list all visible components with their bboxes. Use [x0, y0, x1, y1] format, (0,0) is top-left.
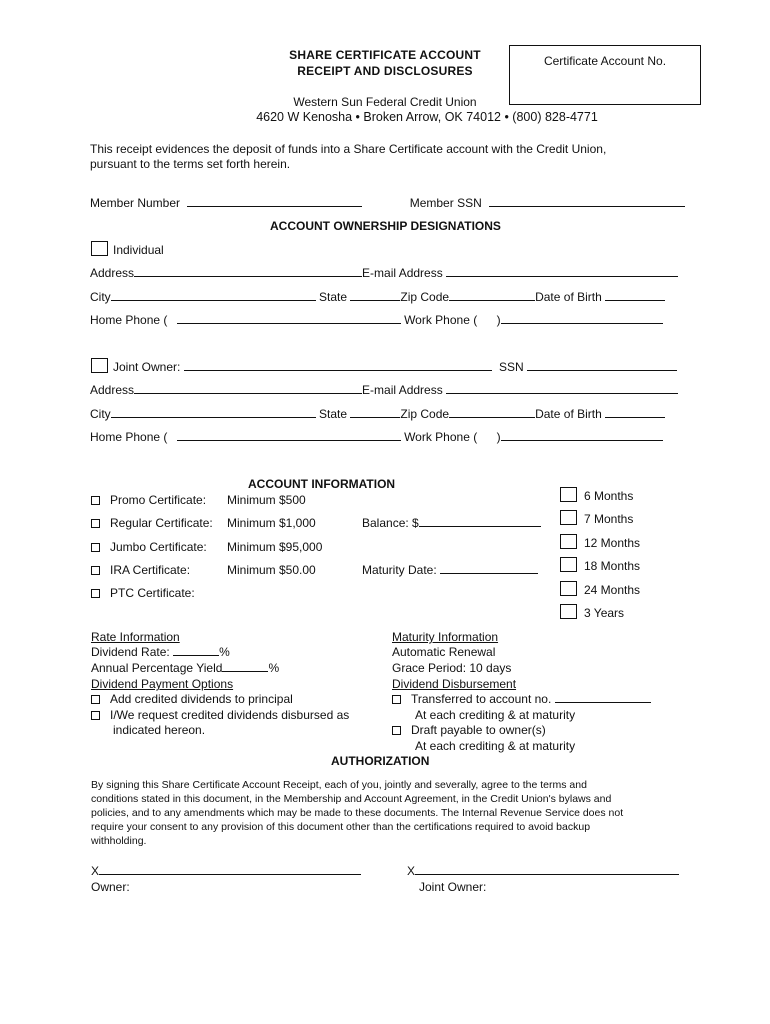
disbursement-draft[interactable]: [392, 723, 546, 737]
dob-label: Date of Birth: [535, 290, 602, 304]
member-number-label: Member Number: [90, 196, 181, 210]
cert-option-promo[interactable]: [91, 493, 206, 507]
home-phone-label: Home Phone (: [90, 313, 168, 327]
state-label: State: [319, 290, 348, 304]
joint-home-phone-field[interactable]: [177, 430, 401, 441]
cert-min-promo: Minimum $500: [227, 493, 306, 507]
city-label: City: [90, 407, 111, 421]
cert-name: IRA Certificate:: [110, 563, 191, 577]
payment-option-add[interactable]: [91, 692, 293, 706]
cert-min-jumbo: Minimum $95,000: [227, 540, 323, 554]
term-checkbox-18-months[interactable]: [560, 557, 577, 572]
individual-dob-field[interactable]: [605, 290, 665, 301]
balance-field[interactable]: [419, 516, 541, 527]
checkbox-icon[interactable]: [392, 726, 401, 735]
joint-owner-checkbox[interactable]: [91, 358, 108, 373]
payment-option-label: I/We request credited dividends disbursed as: [110, 708, 350, 722]
x-mark: X: [407, 864, 416, 878]
state-label: State: [319, 407, 348, 421]
work-phone-label: Work Phone (: [404, 313, 478, 327]
cert-box-label: Certificate Account No.: [543, 54, 667, 68]
grace-period: Grace Period: 10 days: [392, 661, 512, 675]
automatic-renewal: Automatic Renewal: [392, 645, 496, 659]
disbursement-heading: Dividend Disbursement: [392, 677, 517, 691]
zip-label: Zip Code: [400, 407, 450, 421]
checkbox-icon[interactable]: [91, 566, 100, 575]
joint-work-phone-field[interactable]: [501, 430, 663, 441]
individual-label: Individual: [113, 243, 164, 257]
cert-option-regular[interactable]: [91, 516, 213, 530]
address-label: Address: [90, 383, 135, 397]
email-label: E-mail Address: [362, 383, 443, 397]
payment-option-label: Add credited dividends to principal: [110, 692, 293, 706]
draft-label: Draft payable to owner(s): [411, 723, 546, 737]
cert-name: Jumbo Certificate:: [110, 540, 207, 554]
apy-field[interactable]: [222, 661, 268, 672]
individual-address-row: [90, 266, 680, 280]
joint-address-row: [90, 383, 680, 397]
joint-ssn-field[interactable]: [527, 360, 677, 371]
authorization-heading: AUTHORIZATION: [331, 754, 430, 768]
org-name: Western Sun Federal Credit Union: [293, 95, 477, 109]
dividend-rate-label: Dividend Rate:: [91, 645, 170, 659]
term-label: 12 Months: [584, 536, 641, 550]
zip-label: Zip Code: [400, 290, 450, 304]
authorization-line4: require your consent to any provision of this document other than the certifications required to avoid backup: [91, 821, 591, 833]
work-phone-label: Work Phone (: [404, 430, 478, 444]
individual-phone-row: [90, 313, 680, 327]
dob-label: Date of Birth: [535, 407, 602, 421]
checkbox-icon[interactable]: [91, 496, 100, 505]
term-label: 7 Months: [584, 512, 634, 526]
checkbox-icon[interactable]: [91, 589, 100, 598]
org-address: 4620 W Kenosha • Broken Arrow, OK 74012 • (800) 828-4771: [256, 110, 598, 124]
work-phone-close-paren: ): [496, 430, 501, 444]
work-phone-close-paren: ): [496, 313, 501, 327]
cert-option-ptc[interactable]: [91, 586, 195, 600]
cert-min-ira: Minimum $50.00: [227, 563, 316, 577]
balance-label: Balance: $: [362, 516, 419, 530]
member-ssn-field[interactable]: [489, 196, 685, 207]
cert-option-jumbo[interactable]: [91, 540, 207, 554]
individual-home-phone-field[interactable]: [177, 313, 401, 324]
payment-option-disburse[interactable]: [91, 708, 349, 722]
draft-sub: At each crediting & at maturity: [415, 739, 576, 753]
joint-phone-row: [90, 430, 680, 444]
member-row: [90, 196, 680, 210]
percent-sign: %: [219, 645, 230, 659]
joint-owner-label: Joint Owner:: [113, 360, 181, 374]
term-label: 6 Months: [584, 489, 634, 503]
joint-state-field[interactable]: [350, 407, 400, 418]
joint-zip-field[interactable]: [449, 407, 535, 418]
authorization-line1: By signing this Share Certificate Account Receipt, each of you, jointly and severally, agree to the terms and: [91, 779, 587, 791]
authorization-line3: policies, and to any amendments which may be made to these documents. The Internal Revenue Service does not: [91, 807, 624, 819]
transfer-account-field[interactable]: [555, 692, 651, 703]
individual-address-field[interactable]: [134, 266, 362, 277]
maturity-date-row: [362, 563, 538, 577]
dividend-rate-field[interactable]: [173, 645, 219, 656]
term-label: 18 Months: [584, 559, 641, 573]
term-checkbox-6-months[interactable]: [560, 487, 577, 502]
rate-info-heading: Rate Information: [91, 630, 180, 644]
individual-city-field[interactable]: [111, 290, 316, 301]
joint-address-field[interactable]: [134, 383, 362, 394]
term-checkbox-3-years[interactable]: [560, 604, 577, 619]
authorization-line2: conditions stated in this document, in the Membership and Account Agreement, in the Credit Union's bylaws and: [91, 793, 612, 805]
x-mark: X: [91, 864, 100, 878]
joint-ssn-label: SSN: [499, 360, 524, 374]
maturity-date-label: Maturity Date:: [362, 563, 437, 577]
member-number-field[interactable]: [187, 196, 362, 207]
payment-option-disburse-line2: indicated hereon.: [113, 723, 206, 737]
owner-signature-field[interactable]: [99, 864, 361, 875]
home-phone-label: Home Phone (: [90, 430, 168, 444]
joint-owner-label: Joint Owner:: [419, 880, 487, 894]
checkbox-icon[interactable]: [91, 543, 100, 552]
form-title-line2: RECEIPT AND DISCLOSURES: [297, 64, 473, 78]
term-checkbox-12-months[interactable]: [560, 534, 577, 549]
checkbox-icon[interactable]: [392, 695, 401, 704]
disbursement-transfer[interactable]: [392, 692, 651, 706]
term-label: 24 Months: [584, 583, 641, 597]
individual-email-field[interactable]: [446, 266, 678, 277]
individual-zip-field[interactable]: [449, 290, 535, 301]
intro-line1: This receipt evidences the deposit of funds into a Share Certificate account with the Credit Union,: [90, 142, 607, 156]
cert-name: Promo Certificate:: [110, 493, 207, 507]
maturity-info-heading: Maturity Information: [392, 630, 499, 644]
authorization-line5: withholding.: [91, 835, 147, 847]
email-label: E-mail Address: [362, 266, 443, 280]
certificate-account-number-box[interactable]: [509, 45, 701, 105]
transfer-label: Transferred to account no.: [411, 692, 552, 706]
cert-min-regular: Minimum $1,000: [227, 516, 316, 530]
payment-options-heading: Dividend Payment Options: [91, 677, 234, 691]
maturity-date-field[interactable]: [440, 563, 538, 574]
joint-owner-signature-row: [407, 864, 679, 878]
cert-name: Regular Certificate:: [110, 516, 213, 530]
joint-owner-name-field[interactable]: [184, 360, 492, 371]
individual-city-row: [90, 290, 680, 304]
individual-checkbox[interactable]: [91, 241, 108, 256]
ownership-heading: ACCOUNT OWNERSHIP DESIGNATIONS: [270, 219, 501, 233]
individual-work-phone-field[interactable]: [501, 313, 663, 324]
term-checkbox-7-months[interactable]: [560, 510, 577, 525]
owner-signature-row: [91, 864, 361, 878]
joint-dob-field[interactable]: [605, 407, 665, 418]
joint-city-field[interactable]: [111, 407, 316, 418]
joint-owner-signature-field[interactable]: [415, 864, 679, 875]
cert-name: PTC Certificate:: [110, 586, 195, 600]
term-checkbox-24-months[interactable]: [560, 581, 577, 596]
term-label: 3 Years: [584, 606, 625, 620]
joint-owner-row: [113, 360, 680, 374]
joint-email-field[interactable]: [446, 383, 678, 394]
apy-label: Annual Percentage Yield: [91, 661, 223, 675]
apy-row: [91, 661, 279, 675]
balance-row: [362, 516, 541, 530]
address-label: Address: [90, 266, 135, 280]
transfer-sub: At each crediting & at maturity: [415, 708, 576, 722]
member-ssn-label: Member SSN: [409, 196, 482, 210]
individual-state-field[interactable]: [350, 290, 400, 301]
intro-line2: pursuant to the terms set forth herein.: [90, 157, 291, 171]
checkbox-icon[interactable]: [91, 711, 100, 720]
checkbox-icon[interactable]: [91, 695, 100, 704]
checkbox-icon[interactable]: [91, 519, 100, 528]
joint-city-row: [90, 407, 680, 421]
dividend-rate-row: [91, 645, 230, 659]
cert-option-ira[interactable]: [91, 563, 190, 577]
city-label: City: [90, 290, 111, 304]
account-info-heading: ACCOUNT INFORMATION: [248, 477, 396, 491]
form-title-line1: SHARE CERTIFICATE ACCOUNT: [289, 48, 481, 62]
percent-sign: %: [268, 661, 280, 675]
owner-label: Owner:: [91, 880, 130, 894]
